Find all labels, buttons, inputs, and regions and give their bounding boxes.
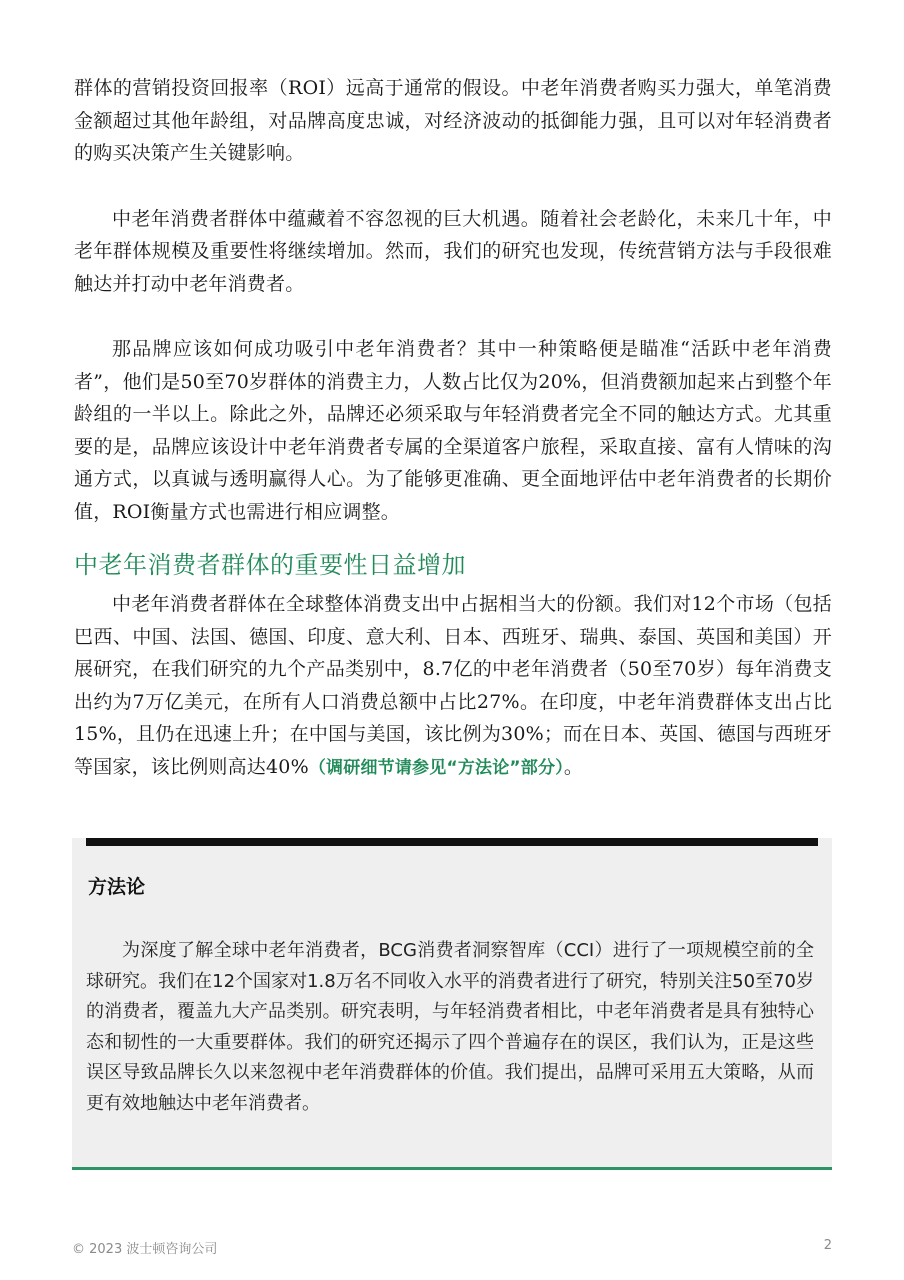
- paragraph-opportunity: 中老年消费者群体中蕴藏着不容忽视的巨大机遇。随着社会老龄化，未来几十年，中老年群体规模及重要性将继续增加。然而，我们的研究也发现，传统营销方法与手段很难触达并打动中老年消费者。: [74, 207, 832, 295]
- methodology-top-bar: [86, 838, 818, 846]
- paragraph-market-share: [74, 588, 832, 784]
- paragraph-roi: 群体的营销投资回报率（ROI）远高于通常的假设。中老年消费者购买力强大，单笔消费金额超过其他年龄组，对品牌高度忠诚，对经济波动的抵御能力强，且可以对年轻消费者的购买决策产生关键影响。: [74, 77, 832, 164]
- market-share-text: 中老年消费者群体在全球整体消费支出中占据相当大的份额。我们对12个市场（包括巴西、中国、法国、德国、印度、意大利、日本、西班牙、瑞典、泰国、英国和美国）开展研究，在我们研究的九个产品类别中，8.7亿的中老年消费者（50至70岁）每年消费支出约为7万亿美元，在所有人口消费总额中占比27%。在印度，中老年消费群体支出占比15%，且仍在迅速上升；在中国与美国，该比例为30%；而在日本、英国、德国与西班牙等国家，该比例则高达40%: [74, 593, 832, 778]
- methodology-reference-link[interactable]: （调研细节请参见“方法论”部分）: [308, 757, 564, 778]
- footer-copyright: © 2023 波士顿咨询公司: [72, 1242, 218, 1257]
- paragraph-strategy: 那品牌应该如何成功吸引中老年消费者？其中一种策略便是瞄准“活跃中老年消费者”，他们是50至70岁群体的消费主力，人数占比仅为20%，但消费额加起来占到整个年龄组的一半以上。除此之外，品牌还必须采取与年轻消费者完全不同的触达方式。尤其重要的是，品牌应该设计中老年消费者专属的全渠道客户旅程，采取直接、富有人情味的沟通方式，以真诚与透明赢得人心。为了能够更准确、更全面地评估中老年消费者的长期价值，ROI衡量方式也需进行相应调整。: [74, 338, 832, 523]
- document-body: [74, 72, 832, 784]
- section-heading: 中老年消费者群体的重要性日益增加: [74, 551, 466, 579]
- methodology-title: 方法论: [88, 876, 146, 898]
- page-number: 2: [823, 1238, 832, 1253]
- market-share-period: 。: [563, 755, 584, 778]
- methodology-body: 为深度了解全球中老年消费者，BCG消费者洞察智库（CCI）进行了一项规模空前的全球研究。我们在12个国家对1.8万名不同收入水平的消费者进行了研究，特别关注50至70岁的消费者，覆盖九大产品类别。研究表明，与年轻消费者相比，中老年消费者是具有独特心态和韧性的一大重要群体。我们的研究还揭示了四个普遍存在的误区，我们认为，正是这些误区导致品牌长久以来忽视中老年消费群体的价值。我们提出，品牌可采用五大策略，从而更有效地触达中老年消费者。: [86, 940, 814, 1114]
- methodology-box: [72, 838, 832, 1170]
